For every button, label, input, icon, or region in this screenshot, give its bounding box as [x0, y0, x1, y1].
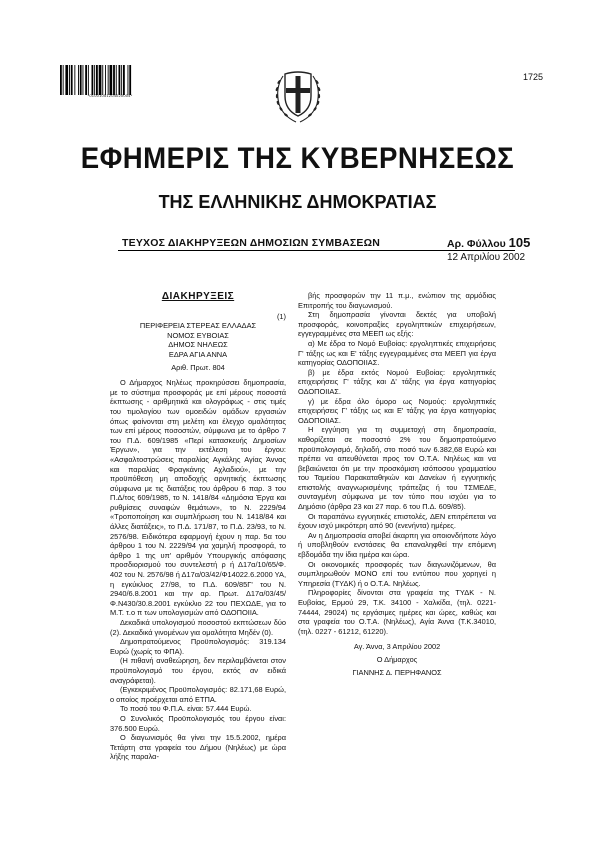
body-paragraph: Ο διαγωνισμός θα γίνει την 15.5.2002, ημέρα Τετάρτη στα γραφεία του Δήμου (Νηλέως) με ώρα λήξης παραλα-	[110, 733, 286, 762]
body-paragraph: βής προσφορών την 11 π.μ., ενώπιον της αρμόδιας Επιτροπής του διαγωνισμού.	[298, 291, 496, 310]
authority-line: ΠΕΡΙΦΕΡΕΙΑ ΣΤΕΡΕΑΣ ΕΛΛΑΔΑΣ	[139, 321, 257, 331]
body-paragraph: β) με έδρα εκτός Νομού Ευβοίας: εργοληπτικές επιχειρήσεις Γ' τάξης και Δ' τάξης για έργα κατηγορίας ΟΔΟΠΟΙΙΑΣ.	[298, 367, 496, 396]
issue-type: ΤΕΥΧΟΣ ΔΙΑΚΗΡΥΞΕΩΝ ΔΗΜΟΣΙΩΝ ΣΥΜΒΑΣΕΩΝ	[122, 237, 381, 249]
body-paragraph: (Εγκεκριμένος Προϋπολογισμός: 82.171,68 Ευρώ, ο οποίος προέρχεται από ΕΤΠΑ.	[110, 685, 286, 704]
left-column	[110, 292, 286, 762]
section-title: ΔΙΑΚΗΡΥΞΕΙΣ	[161, 291, 235, 302]
authority-line: ΔΗΜΟΣ ΝΗΛΕΩΣ	[168, 340, 228, 350]
body-paragraph: Δημοπρατούμενος Προϋπολογισμός: 319.134 Ευρώ (χωρίς το ΦΠΑ).	[110, 637, 286, 656]
body-paragraph: Οι παραπάνω εγγυητικές επιστολές, ΔΕΝ επιτρέπεται να έχουν ισχύ μικρότερη από 90 (ενενήντα) ημέρες.	[298, 511, 496, 531]
body-paragraph: Δεκαδικά υπολογισμού ποσοστού εκπτώσεων δύο (2). Δεκαδικά γινομένων για ομαλότητα Μηδέν (0).	[110, 618, 286, 637]
body-paragraph: (Η πιθανή αναθεώρηση, δεν περιλαμβάνεται στον προϋπολογισμό του έργου, εκτός αν ειδικά αναγράφεται).	[110, 656, 286, 685]
body-paragraph: α) Με έδρα το Νομό Ευβοίας: εργοληπτικές επιχειρήσεις Γ' τάξης ως και Ε' τάξης εγγεγραμμένες στα ΜΕΕΠ για έργα κατηγορίας ΟΔΟΠΟΙΙΑΣ.	[298, 338, 496, 368]
signoff-place-date: Αγ. Άννα, 3 Απριλίου 2002	[353, 642, 441, 652]
sheet-label: Αρ. Φύλλου	[447, 238, 506, 250]
signoff-role: Ο Δήμαρχος	[376, 654, 418, 664]
issue-date: 12 Απριλίου 2002	[447, 252, 526, 263]
coat-of-arms-icon	[271, 66, 325, 124]
body-paragraph: γ) με έδρα όλο όμορο ως Νομούς: εργοληπτικές επιχειρήσεις Γ' τάξης ως και Ε' τάξης για έργα κατηγορίας ΟΔΟΠΟΙΙΑΣ.	[298, 396, 496, 425]
body-paragraph: Η εγγύηση για τη συμμετοχή στη δημοπρασία, καθορίζεται σε ποσοστό 2% του δημοπρατούμενο προϋπολογισμό, δηλαδή, στο ποσό των 6.382,68 Ευρώ και πρέπει να απευθύνεται προς τον Ο.Τ.Α. Νηλέως και να βεβαιώνεται ότι με την προσκόμιση ισόποσου γραμματίου του Ταμείου Παρακαταθηκών και Δανείων ή εγγυητικής επιστολής αναγνωρισμένης τράπεζας ή του ΤΣΜΕΔΕ, συνταγμένη σύμφωνα με τον τύπο που ισχύει για το Δημόσιο (άρθρα 23 και 27 παρ. 6 του Π.Δ. 609/85).	[298, 425, 496, 512]
gazette-subtitle: ΤΗΣ ΕΛΛΗΝΙΚΗΣ ΔΗΜΟΚΡΑΤΙΑΣ	[158, 192, 437, 212]
body-paragraph: Οι οικονομικές προσφορές των διαγωνιζόμενων, θα συμπληρωθούν ΜΟΝΟ επί του εντύπου που χορηγεί η Υπηρεσία (ΤΥΔΚ) ή ο Ο.Τ.Α. Νηλέως.	[298, 559, 496, 588]
header-rule	[118, 250, 515, 251]
body-paragraph: Πληροφορίες δίνονται στα γραφεία της ΤΥΔΚ - Ν. Ευβοίας, Ερμού 29, Τ.Κ. 34100 - Χαλκίδα, (τηλ. 0221-74444, 29024) τις εργάσιμες ημέρες και ώρες, καθώς και στα γραφεία του Ο.Τ.Α. (Νηλέως), Αγία Άννα (Τ.Κ.34010, (τηλ. 0227 - 61212, 61220).	[298, 588, 496, 636]
footnote-ref: (1)	[276, 311, 286, 321]
page-number: 1725	[522, 72, 543, 82]
body-paragraph: Ο Συνολικός Προϋπολογισμός του έργου είναι: 376.500 Ευρώ.	[110, 713, 286, 733]
barcode	[60, 65, 160, 95]
body-paragraph: Στη δημοπρασία γίνονται δεκτές για υποβολή προσφοράς, κοινοπραξίες εργοληπτικών επιχειρήσεων, εγγεγραμμένες στα ΜΕΕΠ ως εξής:	[298, 310, 496, 339]
right-column	[298, 291, 496, 677]
barcode-digits: *01001051204020004*	[87, 93, 133, 98]
gazette-title: ΕΦΗΜΕΡΙΣ ΤΗΣ ΚΥΒΕΡΝΗΣΕΩΣ	[80, 142, 515, 175]
protocol-number: Αριθ. Πρωτ. 804	[171, 362, 225, 372]
authority-line: ΝΟΜΟΣ ΕΥΒΟΙΑΣ	[167, 330, 229, 340]
body-paragraph: Ο Δήμαρχος Νηλέως προκηρύσσει δημοπρασία, με το σύστημα προσφοράς με επί μέρους ποσοστά έκπτωσης - αριθμητικά και ολογράφως - στις τιμές του τιμολογίου των ομοειδών ομάδων εργασιών όπως φαίνονται στη μελέτη και έλεγχο ομαλότητας των επί μέρους ποσοστών, σύμφωνα με το άρθρο 7 του Π.Δ. 609/1985 «Περί κατασκευής Δημοσίων Έργων», για την εκτέλεση του έργου: «Ασφαλτοστρώσεις παραλίας Αγκάλης Αγίας Άννας και παραλίας Φραγκάνης Αχλαδιού», με την προϋπόθεση μη αποδοχής αρνητικής έκπτωσης σύμφωνα με τις διατάξεις του άρθρου 6 παρ. 3 του Π.Δ/τος 609/1985, το Ν. 1418/84 «Δημόσια Έργα και ρυθμίσεις συναφών θεμάτων», το Ν. 2229/94 «Τροποποίηση και συμπλήρωση του Ν. 1418/84 και άλλες διατάξεις», το Π.Δ. 171/87, το Π.Δ. 23/93, το Ν. 2576/98. Ειδικότερα εφαρμογή έχουν η παρ. 5α του άρθρου 1 του Ν. 2229/94 για χαμηλή προσφορά, το άρθρο 1 της υπ' αριθμόν Υπουργικής απόφασης προσδιορισμού του συντελεστή ρ ή Δ17α/10/65/Φ. 402 του Ν. 2576/98 ή Δ17α/03/42/Φ14022.6.2000 ΥΑ, η εγκύκλιος 27/98, το Π.Δ. 609/85Γ' του Ν. 2940/6.8.2001 και την αρ. Πρωτ. Δ17α/03/45/Φ.Ν430/30.8.2001 εγκύκλιο 22 του ΠΕΧΩΔΕ, για το Μ.Τ. τ.ο π των υπολογισμών από ΟΔΟΠΟΙΙΑ.	[110, 378, 286, 618]
body-paragraph: Το ποσό του Φ.Π.Α. είναι: 57.444 Ευρώ.	[120, 704, 252, 714]
authority-line: ΕΔΡΑ ΑΓΙΑ ΑΝΝΑ	[168, 349, 228, 359]
sheet-number-block	[447, 235, 530, 250]
body-paragraph: Αν η Δημοπρασία αποβεί άκαρπη για οποιονδήποτε λόγο ή υποβληθούν ενστάσεις θα επαναληφθεί την επόμενη εβδομάδα την ίδια ημέρα και ώρα.	[298, 530, 496, 560]
sheet-number: 105	[508, 235, 531, 250]
signoff-name: ΓΙΑΝΝΗΣ Δ. ΠΕΡΗΦΑΝΟΣ	[352, 667, 442, 677]
